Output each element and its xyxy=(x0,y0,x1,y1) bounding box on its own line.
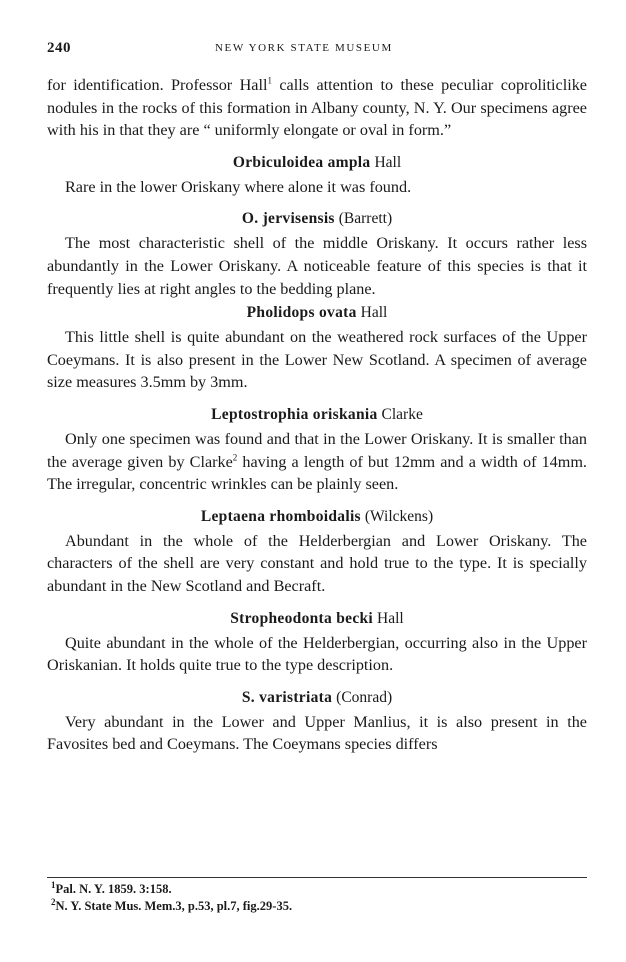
species-name: Leptostrophia oriskania xyxy=(211,405,378,423)
paragraph-leptostrophia-oriskania xyxy=(47,428,587,496)
species-author: Hall xyxy=(374,153,402,171)
species-author: Clarke xyxy=(381,405,423,423)
footnote-rule xyxy=(47,877,587,878)
species-author: (Barrett) xyxy=(338,210,393,228)
paragraph-s-varistriata: Very abundant in the Lower and Upper Manlius, it is also present in the Favosites bed and Coeymans. The Coeymans species differs xyxy=(47,712,587,754)
species-author: Hall xyxy=(377,609,404,627)
species-heading-pholidops-ovata xyxy=(47,302,587,324)
footnote-mark: 2 xyxy=(51,896,56,907)
species-name: Stropheodonta becki xyxy=(230,609,374,627)
species-name: S. varistriata xyxy=(241,688,333,706)
page-number: 240 xyxy=(47,40,71,56)
footnotes xyxy=(47,877,587,915)
species-name: Leptaena rhomboidalis xyxy=(200,507,361,525)
footnote-1 xyxy=(51,881,587,898)
species-heading-o-jervisensis xyxy=(47,208,587,230)
running-head: NEW YORK STATE MUSEUM xyxy=(215,42,393,54)
paragraph-leptaena-rhomboidalis: Abundant in the whole of the Helderbergian and Lower Oriskany. The characters of the shell are very constant and hold true to the type. It is specially abundant in the New Scotland and Becraft. xyxy=(47,531,587,595)
paragraph-orbiculoidea-ampla: Rare in the lower Oriskany where alone it was found. xyxy=(65,177,412,196)
paragraph-text: Only one specimen was found and that in the Lower Oriskany. It is smaller than the average given by Clarke xyxy=(47,429,587,471)
paragraph-o-jervisensis: The most characteristic shell of the middle Oriskany. It occurs rather less abundantly in the Lower Oriskany. A noticeable feature of this species is that it frequently lies at right angles to the bedding plane. xyxy=(47,234,587,298)
species-author: (Wilckens) xyxy=(364,507,434,525)
footnote-text: Pal. N. Y. 1859. 3:158. xyxy=(55,882,172,896)
footnote-mark: 1 xyxy=(51,879,56,890)
footnote-ref-2: 2 xyxy=(232,452,238,463)
species-heading-leptostrophia-oriskania xyxy=(47,404,587,426)
footnote-2 xyxy=(51,898,587,915)
species-heading-leptaena-rhomboidalis xyxy=(47,506,587,528)
paragraph-text: for identification. Professor Hall xyxy=(47,76,268,94)
species-name: O. jervisensis xyxy=(241,210,335,228)
species-author: Hall xyxy=(360,304,388,322)
footnote-ref-1: 1 xyxy=(267,75,272,86)
paragraph-text: having a length of but 12mm and a width of 14mm. The irregular, concentric wrinkles can be plainly seen. xyxy=(47,452,587,494)
paragraph-pholidops-ovata: This little shell is quite abundant on the weathered rock surfaces of the Upper Coeymans. It is also present in the Lower New Scotland. A specimen of average size measures 3.5mm by 3mm. xyxy=(47,328,587,392)
species-author: (Conrad) xyxy=(336,688,393,706)
paragraph-text: calls attention to these peculiar coproliticlike nodules in the rocks of this formation in Albany county, N. Y. Our specimens agree with his in that they are “ uniformly elongate or oval in form.” xyxy=(47,76,587,140)
body-text xyxy=(47,74,587,756)
footnote-text: N. Y. State Mus. Mem.3, p.53, pl.7, fig.29-35. xyxy=(55,899,293,913)
page-header xyxy=(47,40,587,60)
species-name: Pholidops ovata xyxy=(246,304,357,322)
paragraph-intro xyxy=(47,74,587,142)
species-heading-orbiculoidea-ampla xyxy=(47,152,587,174)
paragraph-stropheodonta-becki: Quite abundant in the whole of the Helderbergian, occurring also in the Upper Oriskanian. It holds quite true to the type description. xyxy=(47,633,587,675)
species-heading-stropheodonta-becki xyxy=(47,608,587,630)
species-heading-s-varistriata xyxy=(47,687,587,709)
species-name: Orbiculoidea ampla xyxy=(232,153,371,171)
